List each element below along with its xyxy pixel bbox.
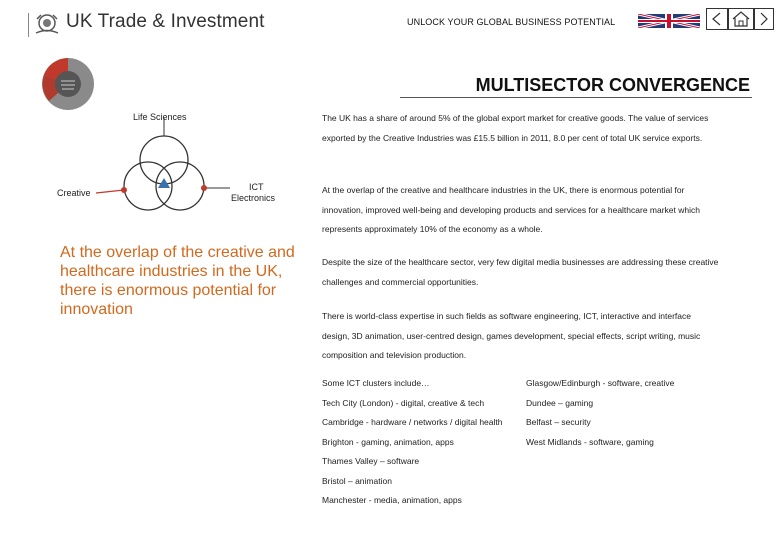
title-underline [400, 97, 752, 98]
cluster-list-left [322, 374, 522, 511]
sector-wheel-badge [41, 57, 95, 111]
back-arrow-icon [707, 9, 727, 29]
cluster-item: West Midlands - software, gaming [526, 436, 654, 447]
forward-arrow-icon [755, 9, 773, 29]
cluster-list-right [526, 374, 726, 452]
pull-quote: At the overlap of the creative and healthcare industries in the UK, there is enormous potential for innovation [60, 244, 295, 318]
venn-circle-life-sciences [140, 136, 188, 184]
royal-crest-icon [33, 11, 61, 37]
label-creative: Creative [57, 188, 91, 198]
page-title: MULTISECTOR CONVERGENCE [475, 75, 750, 95]
paragraph-healthcare-overlap: At the overlap of the creative and healthcare industries in the UK, there is enormous potential for innovation, improved well-being and developing products and services for a healthcare market which represents approximately 10% of the economy as a whole. [322, 185, 700, 234]
cluster-item: Thames Valley – software [322, 456, 420, 466]
cluster-item: Dundee – gaming [526, 397, 594, 408]
cluster-item: Tech City (London) - digital, creative & tech [322, 397, 485, 408]
label-electronics: Electronics [231, 193, 276, 203]
paragraph-export-share: The UK has a share of around 5% of the global export market for creative goods. The value of services exported by the Creative Industries was £15.5 billion in 2011, 8.0 per cent of total UK service exports. [322, 113, 709, 143]
paragraph-expertise: There is world-class expertise in such fields as software engineering, ICT, interactive and interface design, 3D animation, user-centred design, games development, special effects, script writing, music composition and television production. [322, 311, 701, 360]
label-ict: ICT [249, 182, 264, 192]
cluster-item: Cambridge - hardware / networks / digital health [322, 417, 503, 427]
previous-button[interactable] [706, 8, 728, 30]
cluster-item: Bristol – animation [322, 475, 392, 486]
venn-diagram [40, 110, 320, 230]
brand-name: UK Trade & Investment [66, 11, 265, 32]
union-flag-icon [638, 14, 700, 28]
tagline: UNLOCK YOUR GLOBAL BUSINESS POTENTIAL [407, 17, 616, 27]
logo-divider [28, 13, 29, 37]
home-icon [729, 9, 753, 29]
paragraph-healthcare-size: Despite the size of the healthcare sector, very few digital media businesses are addressing these creative challenges and commercial opportunities. [322, 257, 719, 287]
cluster-item: Belfast – security [526, 417, 591, 427]
cluster-item: Manchester - media, animation, apps [322, 495, 462, 505]
cluster-item: Some ICT clusters include… [322, 378, 430, 388]
connector-left [96, 190, 124, 193]
next-button[interactable] [754, 8, 774, 30]
cluster-item: Brighton - gaming, animation, apps [322, 436, 454, 447]
cluster-item: Glasgow/Edinburgh - software, creative [526, 378, 675, 388]
label-life-sciences: Life Sciences [133, 112, 187, 122]
home-button[interactable] [728, 8, 754, 30]
